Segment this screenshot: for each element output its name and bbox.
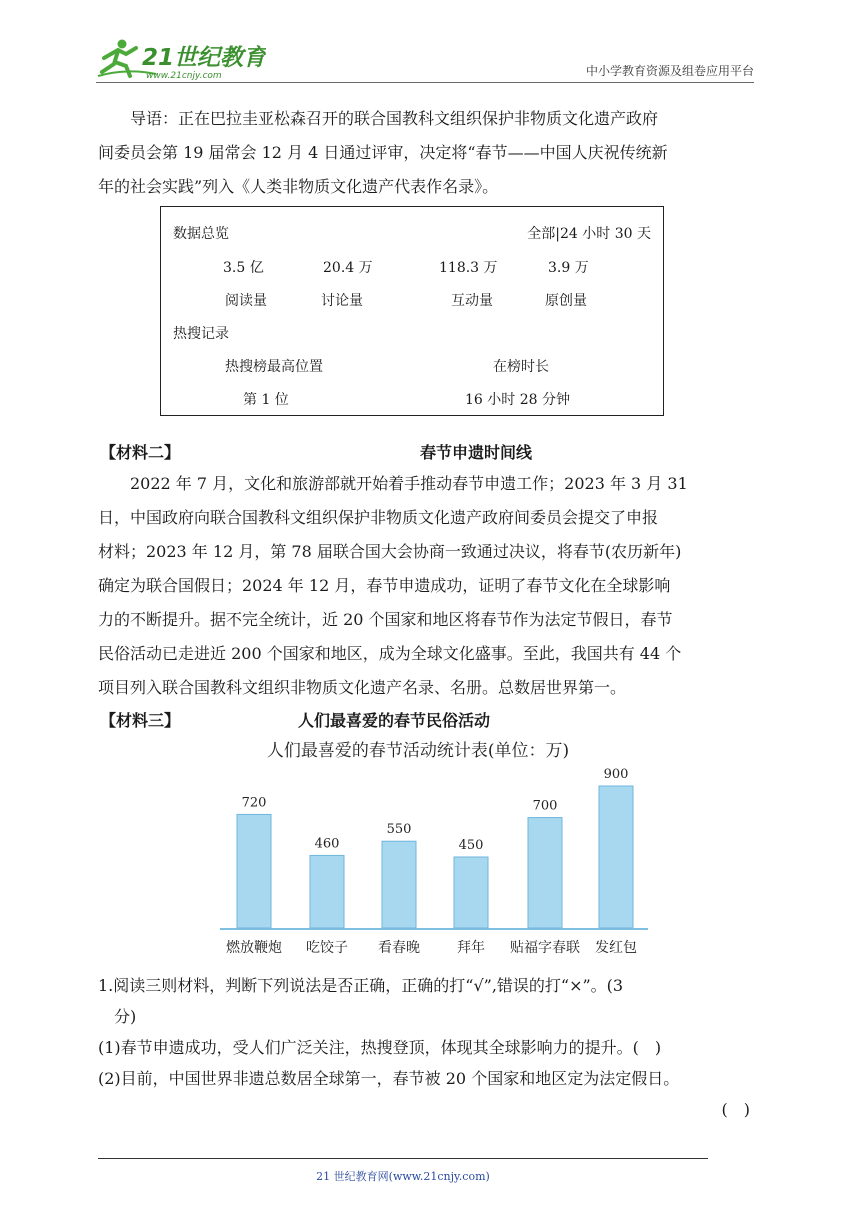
material3-label: 【材料三】 [100, 711, 181, 730]
bar-贴福字春联 [528, 818, 562, 928]
footer-divider [98, 1158, 708, 1159]
data-overview-box [160, 206, 664, 416]
stat-label: 互动量 [451, 293, 493, 309]
hot-search-title: 热搜记录 [173, 326, 229, 342]
bar-燃放鞭炮 [237, 814, 271, 928]
answer-parentheses[interactable]: ( ) [721, 1100, 750, 1119]
question-1-prompt: 1.阅读三则材料，判断下列说法是否正确，正确的打“√”,错误的打“×”。(3 [98, 976, 624, 995]
bar-发红包 [599, 786, 633, 928]
bar-拜年 [454, 857, 488, 928]
box-title: 数据总览 [173, 226, 229, 242]
footer-text: 21 世纪教育网(www.21cnjy.com) [316, 1170, 490, 1183]
material2-title: 春节申遗时间线 [420, 443, 533, 462]
bar-value-label: 700 [532, 798, 558, 814]
material2-paragraph [98, 467, 760, 705]
stat-value: 118.3 万 [439, 260, 498, 276]
category-label: 拜年 [457, 940, 485, 956]
time-range-filter: 全部|24 小时 30 天 [527, 226, 651, 242]
material2-line: 确定为联合国假日；2024 年 12 月，春节申遗成功，证明了春节文化在全球影响 [98, 576, 671, 595]
activity-bar-chart [200, 734, 660, 968]
site-logo [96, 38, 266, 82]
hot-duration-value: 16 小时 28 分钟 [465, 392, 570, 408]
material3-title: 人们最喜爱的春节民俗活动 [298, 711, 491, 730]
category-label: 看春晚 [378, 940, 420, 956]
chart-title: 人们最喜爱的春节活动统计表(单位：万) [266, 741, 570, 761]
bar-value-label: 460 [314, 836, 340, 852]
svg-text:21世纪教育: 21世纪教育 [142, 45, 266, 71]
stat-label: 讨论量 [321, 293, 363, 309]
stat-label: 阅读量 [225, 293, 267, 309]
bar-value-label: 550 [386, 822, 412, 838]
header-divider [96, 82, 754, 83]
bar-value-label: 900 [603, 767, 629, 782]
category-label: 发红包 [595, 940, 637, 956]
question-block [98, 970, 778, 1125]
stat-value: 3.5 亿 [223, 260, 264, 276]
question-1-prompt-cont: 分) [114, 1007, 137, 1026]
statement-1: (1)春节申遗成功，受人们广泛关注，热搜登顶，体现其全球影响力的提升。( ) [98, 1038, 662, 1057]
hot-rank-value: 第 1 位 [243, 392, 289, 408]
hot-rank-label: 热搜榜最高位置 [225, 359, 323, 375]
intro-line: 年的社会实践”列入《人类非物质文化遗产代表作名录》。 [98, 177, 499, 196]
material2-line: 日，中国政府向联合国教科文组织保护非物质文化遗产政府间委员会提交了申报 [98, 508, 659, 527]
hot-duration-label: 在榜时长 [493, 359, 549, 375]
material2-line: 民俗活动已走进近 200 个国家和地区，成为全球文化盛事。至此，我国共有 44 个 [98, 644, 682, 663]
material2-line: 2022 年 7 月，文化和旅游部就开始着手推动春节申遗工作；2023 年 3 月 31 [130, 474, 688, 493]
material2-label: 【材料二】 [100, 443, 181, 462]
stat-value: 3.9 万 [548, 260, 589, 276]
stat-label: 原创量 [545, 293, 587, 309]
category-label: 燃放鞭炮 [226, 940, 282, 956]
category-label: 吃饺子 [306, 940, 348, 956]
intro-line: 导语：正在巴拉圭亚松森召开的联合国教科文组织保护非物质文化遗产政府 [130, 109, 659, 128]
chart-svg [200, 734, 660, 968]
bar-看春晚 [382, 841, 416, 928]
stat-value: 20.4 万 [323, 260, 373, 276]
intro-line: 间委员会第 19 届常会 12 月 4 日通过评审，决定将“春节——中国人庆祝传统新 [98, 143, 668, 162]
bar-value-label: 720 [241, 795, 267, 811]
platform-name: 中小学教育资源及组卷应用平台 [585, 64, 754, 78]
category-label: 贴福字春联 [510, 940, 580, 956]
bar-value-label: 450 [458, 838, 484, 853]
material2-line: 材料；2023 年 12 月，第 78 届联合国大会协商一致通过决议，将春节(农历新年) [98, 542, 682, 561]
svg-text:www.21cnjy.com: www.21cnjy.com [146, 71, 222, 81]
material2-line: 项目列入联合国教科文组织非物质文化遗产名录、名册。总数居世界第一。 [98, 678, 627, 697]
bar-吃饺子 [310, 855, 344, 928]
material2-line: 力的不断提升。据不完全统计，近 20 个国家和地区将春节作为法定节假日，春节 [98, 610, 673, 629]
intro-paragraph [98, 102, 760, 204]
statement-2: (2)目前，中国世界非遗总数居全球第一，春节被 20 个国家和地区定为法定假日。 [98, 1069, 680, 1088]
